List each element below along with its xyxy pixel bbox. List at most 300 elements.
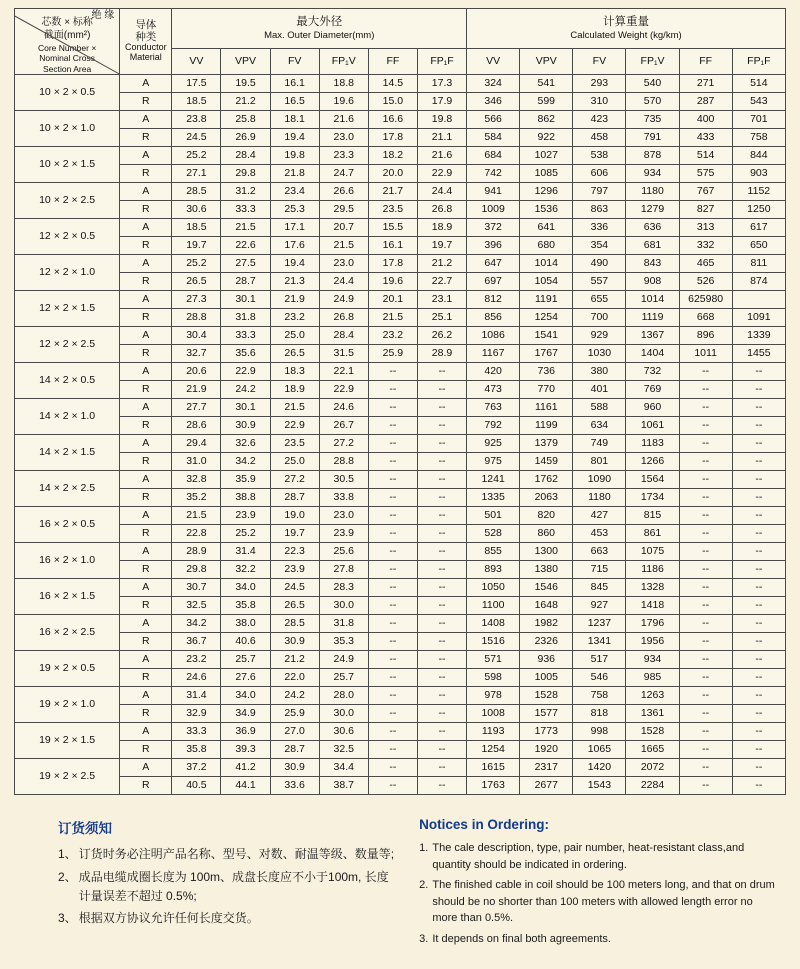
row-cell: 29.8 xyxy=(172,561,221,579)
header-col-vv-w: VV xyxy=(467,49,520,75)
row-cell: 598 xyxy=(467,669,520,687)
row-conductor-material: R xyxy=(120,309,172,327)
row-cell: 998 xyxy=(573,723,626,741)
row-cell: 23.0 xyxy=(319,255,368,273)
row-conductor-material: A xyxy=(120,507,172,525)
row-cell: 2326 xyxy=(520,633,573,651)
row-cell: 1119 xyxy=(626,309,679,327)
notes-english xyxy=(405,817,780,951)
row-cell: 1254 xyxy=(520,309,573,327)
row-cell: 22.8 xyxy=(172,525,221,543)
header-diameter-cn: 最大外径 xyxy=(296,16,343,29)
row-cell: 38.0 xyxy=(221,615,270,633)
row-cell: 21.5 xyxy=(270,399,319,417)
row-cell: 28.6 xyxy=(172,417,221,435)
row-cell: 32.9 xyxy=(172,705,221,723)
row-cell: 1161 xyxy=(520,399,573,417)
table-row xyxy=(15,93,786,111)
row-conductor-material: R xyxy=(120,273,172,291)
row-conductor-material: R xyxy=(120,129,172,147)
row-cell: 25.0 xyxy=(270,327,319,345)
row-cell: 21.8 xyxy=(270,165,319,183)
row-cell: 855 xyxy=(467,543,520,561)
notes-section xyxy=(20,817,780,951)
row-cell: -- xyxy=(679,507,732,525)
row-cell: 18.8 xyxy=(319,75,368,93)
row-cell: 31.4 xyxy=(172,687,221,705)
row-cell: 811 xyxy=(732,255,785,273)
row-cell: 44.1 xyxy=(221,777,270,795)
table-row xyxy=(15,237,786,255)
header-core-en-line1: Core Number × xyxy=(37,42,97,53)
row-cell: 423 xyxy=(573,111,626,129)
row-cell: 732 xyxy=(626,363,679,381)
row-cell: 30.6 xyxy=(319,723,368,741)
row-cell: 20.1 xyxy=(368,291,417,309)
row-cell: 15.5 xyxy=(368,219,417,237)
row-cell: 2317 xyxy=(520,759,573,777)
row-cell: 617 xyxy=(732,219,785,237)
row-cell: 27.1 xyxy=(172,165,221,183)
row-cell: 25.1 xyxy=(417,309,466,327)
notes-cn-title: 订货须知 xyxy=(58,821,112,837)
header-calculated-weight xyxy=(467,9,786,49)
row-cell: 28.5 xyxy=(172,183,221,201)
row-cell: 28.9 xyxy=(417,345,466,363)
row-cell: -- xyxy=(679,651,732,669)
table-row xyxy=(15,543,786,561)
row-cell: 31.0 xyxy=(172,453,221,471)
row-cell: 1734 xyxy=(626,489,679,507)
row-cell: 903 xyxy=(732,165,785,183)
row-cell: 16.1 xyxy=(270,75,319,93)
row-cell: -- xyxy=(679,741,732,759)
row-cell: 30.7 xyxy=(172,579,221,597)
row-cell: 28.0 xyxy=(319,687,368,705)
row-cell: 30.9 xyxy=(221,417,270,435)
row-cell: 41.2 xyxy=(221,759,270,777)
row-cell: 1100 xyxy=(467,597,520,615)
row-cell: -- xyxy=(732,543,785,561)
row-cell: 24.2 xyxy=(270,687,319,705)
row-cell: 1615 xyxy=(467,759,520,777)
row-cell: -- xyxy=(368,489,417,507)
row-conductor-material: R xyxy=(120,669,172,687)
row-cell: 818 xyxy=(573,705,626,723)
row-cell: 1418 xyxy=(626,597,679,615)
header-core-number xyxy=(15,9,120,75)
row-cell: 17.8 xyxy=(368,129,417,147)
row-cell: -- xyxy=(732,471,785,489)
row-cell: 20.6 xyxy=(172,363,221,381)
row-cell: 18.9 xyxy=(417,219,466,237)
row-cell: 30.0 xyxy=(319,705,368,723)
row-cell: 30.5 xyxy=(319,471,368,489)
row-cell: 22.6 xyxy=(221,237,270,255)
row-cell: 23.9 xyxy=(319,525,368,543)
note-number: 2. xyxy=(419,879,429,892)
table-row xyxy=(15,147,786,165)
row-cell: 310 xyxy=(573,93,626,111)
row-cell: -- xyxy=(368,543,417,561)
table-row xyxy=(15,597,786,615)
row-cell: 566 xyxy=(467,111,520,129)
row-cell: 21.5 xyxy=(319,237,368,255)
row-cell: 26.9 xyxy=(221,129,270,147)
row-cell: 24.9 xyxy=(319,291,368,309)
row-cell: 17.3 xyxy=(417,75,466,93)
row-conductor-material: A xyxy=(120,435,172,453)
row-cell: 647 xyxy=(467,255,520,273)
row-cell: 1773 xyxy=(520,723,573,741)
row-cell: 24.9 xyxy=(319,651,368,669)
row-cell: 21.9 xyxy=(270,291,319,309)
row-cell: 16.1 xyxy=(368,237,417,255)
row-cell: -- xyxy=(417,471,466,489)
row-cell: -- xyxy=(732,597,785,615)
row-cell: 526 xyxy=(679,273,732,291)
row-cell: -- xyxy=(732,687,785,705)
row-cell: -- xyxy=(417,489,466,507)
row-cell: -- xyxy=(679,525,732,543)
row-cell: 1335 xyxy=(467,489,520,507)
row-cell: 538 xyxy=(573,147,626,165)
row-cell: 735 xyxy=(626,111,679,129)
row-cell: 15.0 xyxy=(368,93,417,111)
row-cell: -- xyxy=(368,687,417,705)
header-col-fp1v-d: FP₁V xyxy=(319,49,368,75)
row-cell: 1091 xyxy=(732,309,785,327)
row-cell: 33.3 xyxy=(221,201,270,219)
note-text: It depends on final both agreements. xyxy=(432,932,611,945)
row-cell: 35.8 xyxy=(172,741,221,759)
row-cell: 896 xyxy=(679,327,732,345)
row-cell: -- xyxy=(368,471,417,489)
row-cell: 24.5 xyxy=(172,129,221,147)
row-cell: 26.5 xyxy=(270,597,319,615)
row-cell: 1250 xyxy=(732,201,785,219)
row-cell: 372 xyxy=(467,219,520,237)
row-cell: -- xyxy=(679,723,732,741)
note-text: 订货时务必注明产品名称、型号、对数、耐温等级、数量等; xyxy=(78,847,395,862)
header-conductor-cn-line1: 导体 xyxy=(135,19,157,32)
row-conductor-material: A xyxy=(120,327,172,345)
row-cell: -- xyxy=(679,453,732,471)
row-size-label: 16 × 2 × 1.5 xyxy=(15,579,120,615)
row-cell: 546 xyxy=(573,669,626,687)
row-cell: 20.0 xyxy=(368,165,417,183)
row-cell: 1528 xyxy=(626,723,679,741)
row-cell: 21.7 xyxy=(368,183,417,201)
row-cell: 501 xyxy=(467,507,520,525)
row-conductor-material: A xyxy=(120,471,172,489)
row-cell: -- xyxy=(417,525,466,543)
row-cell: 769 xyxy=(626,381,679,399)
row-cell: 681 xyxy=(626,237,679,255)
row-cell: 18.5 xyxy=(172,219,221,237)
table-row xyxy=(15,579,786,597)
row-cell: 19.6 xyxy=(319,93,368,111)
row-cell: 1541 xyxy=(520,327,573,345)
row-cell: 27.6 xyxy=(221,669,270,687)
row-conductor-material: A xyxy=(120,147,172,165)
row-cell: 26.8 xyxy=(417,201,466,219)
row-cell: 21.6 xyxy=(319,111,368,129)
row-cell: 28.8 xyxy=(172,309,221,327)
row-cell: 634 xyxy=(573,417,626,435)
row-cell: 17.9 xyxy=(417,93,466,111)
row-cell: 1065 xyxy=(573,741,626,759)
row-cell: 30.9 xyxy=(270,633,319,651)
row-cell: -- xyxy=(732,777,785,795)
table-row xyxy=(15,327,786,345)
row-cell: 934 xyxy=(626,165,679,183)
row-cell: 792 xyxy=(467,417,520,435)
header-diameter-en: Max. Outer Diameter(mm) xyxy=(264,29,375,41)
row-conductor-material: R xyxy=(120,489,172,507)
row-cell: 820 xyxy=(520,507,573,525)
row-cell: 697 xyxy=(467,273,520,291)
row-cell: 1404 xyxy=(626,345,679,363)
row-cell: 929 xyxy=(573,327,626,345)
row-cell: -- xyxy=(417,597,466,615)
row-cell: 1152 xyxy=(732,183,785,201)
header-max-outer-diameter xyxy=(172,9,467,49)
table-row xyxy=(15,201,786,219)
row-cell: -- xyxy=(368,507,417,525)
row-cell: 1300 xyxy=(520,543,573,561)
row-cell: 1459 xyxy=(520,453,573,471)
row-cell: 24.6 xyxy=(172,669,221,687)
row-size-label: 19 × 2 × 1.5 xyxy=(15,723,120,759)
row-conductor-material: R xyxy=(120,93,172,111)
table-row xyxy=(15,399,786,417)
row-cell: -- xyxy=(417,399,466,417)
row-cell: 25.6 xyxy=(319,543,368,561)
row-cell: -- xyxy=(368,759,417,777)
row-size-label: 10 × 2 × 1.5 xyxy=(15,147,120,183)
row-cell: 742 xyxy=(467,165,520,183)
row-cell: 36.9 xyxy=(221,723,270,741)
row-conductor-material: A xyxy=(120,291,172,309)
row-cell: 19.7 xyxy=(417,237,466,255)
table-row xyxy=(15,741,786,759)
row-cell: -- xyxy=(679,579,732,597)
table-row xyxy=(15,381,786,399)
row-cell: -- xyxy=(417,669,466,687)
row-cell: 22.1 xyxy=(319,363,368,381)
row-cell: 35.3 xyxy=(319,633,368,651)
row-cell: 22.9 xyxy=(417,165,466,183)
row-cell: 827 xyxy=(679,201,732,219)
row-cell: -- xyxy=(732,399,785,417)
row-conductor-material: R xyxy=(120,453,172,471)
row-cell: 17.6 xyxy=(270,237,319,255)
row-cell: -- xyxy=(732,615,785,633)
row-cell: 401 xyxy=(573,381,626,399)
table-row xyxy=(15,723,786,741)
row-cell: 19.6 xyxy=(368,273,417,291)
row-cell: -- xyxy=(368,615,417,633)
row-cell: -- xyxy=(368,741,417,759)
header-col-fp1v-w: FP₁V xyxy=(626,49,679,75)
row-cell: 25.2 xyxy=(172,147,221,165)
header-insulation-label: 绝 缘 xyxy=(91,10,115,21)
row-cell: 19.4 xyxy=(270,129,319,147)
row-cell: 1408 xyxy=(467,615,520,633)
row-cell: -- xyxy=(417,381,466,399)
row-cell: 17.5 xyxy=(172,75,221,93)
row-cell: 749 xyxy=(573,435,626,453)
row-cell: 1180 xyxy=(573,489,626,507)
row-cell: -- xyxy=(679,543,732,561)
row-size-label: 19 × 2 × 2.5 xyxy=(15,759,120,795)
row-cell: -- xyxy=(368,435,417,453)
row-cell: 1796 xyxy=(626,615,679,633)
row-cell: -- xyxy=(417,777,466,795)
row-cell: 20.7 xyxy=(319,219,368,237)
row-conductor-material: R xyxy=(120,237,172,255)
row-cell: 684 xyxy=(467,147,520,165)
row-cell: 23.4 xyxy=(270,183,319,201)
specification-table xyxy=(14,8,786,795)
row-cell: 35.8 xyxy=(221,597,270,615)
row-cell: -- xyxy=(679,417,732,435)
row-cell: -- xyxy=(679,381,732,399)
row-cell: 34.2 xyxy=(172,615,221,633)
row-cell: -- xyxy=(417,363,466,381)
row-cell: 1241 xyxy=(467,471,520,489)
table-row xyxy=(15,525,786,543)
row-cell: 1380 xyxy=(520,561,573,579)
row-cell: -- xyxy=(679,471,732,489)
table-row xyxy=(15,615,786,633)
header-conductor-en-line2: Material xyxy=(129,52,162,63)
row-cell: 293 xyxy=(573,75,626,93)
row-cell: 21.5 xyxy=(221,219,270,237)
row-cell: -- xyxy=(368,561,417,579)
row-cell: 287 xyxy=(679,93,732,111)
row-cell: 427 xyxy=(573,507,626,525)
row-cell: 33.6 xyxy=(270,777,319,795)
row-cell: -- xyxy=(679,399,732,417)
row-conductor-material: A xyxy=(120,111,172,129)
row-cell: -- xyxy=(732,525,785,543)
note-number: 3. xyxy=(419,932,429,945)
notes-chinese xyxy=(20,817,395,951)
row-cell: 346 xyxy=(467,93,520,111)
row-cell: 33.8 xyxy=(319,489,368,507)
table-row xyxy=(15,561,786,579)
row-cell: 433 xyxy=(679,129,732,147)
row-cell: -- xyxy=(368,453,417,471)
row-size-label: 10 × 2 × 2.5 xyxy=(15,183,120,219)
row-cell: 473 xyxy=(467,381,520,399)
row-cell: 960 xyxy=(626,399,679,417)
row-cell: -- xyxy=(732,507,785,525)
row-cell: 700 xyxy=(573,309,626,327)
row-cell: 26.7 xyxy=(319,417,368,435)
row-cell: 400 xyxy=(679,111,732,129)
row-cell: 21.2 xyxy=(221,93,270,111)
row-cell: -- xyxy=(679,561,732,579)
row-cell: 29.4 xyxy=(172,435,221,453)
row-cell: 32.6 xyxy=(221,435,270,453)
row-cell: 758 xyxy=(573,687,626,705)
row-conductor-material: A xyxy=(120,615,172,633)
note-text: The finished cable in coil should be 100 meters long, and that on drum should be no shorter than 100 meters with allowed length error no more than 0.5%. xyxy=(432,879,775,925)
row-cell: 28.5 xyxy=(270,615,319,633)
row-cell: 34.2 xyxy=(221,453,270,471)
row-cell: 934 xyxy=(626,651,679,669)
table-row xyxy=(15,759,786,777)
row-cell: 893 xyxy=(467,561,520,579)
row-cell: -- xyxy=(732,417,785,435)
row-cell: -- xyxy=(417,651,466,669)
row-cell: 1367 xyxy=(626,327,679,345)
row-cell: 336 xyxy=(573,219,626,237)
header-col-vpv-d: VPV xyxy=(221,49,270,75)
row-cell xyxy=(732,291,785,309)
row-cell: 1767 xyxy=(520,345,573,363)
row-conductor-material: A xyxy=(120,183,172,201)
row-cell: 21.2 xyxy=(270,651,319,669)
row-cell: -- xyxy=(679,489,732,507)
row-cell: 1050 xyxy=(467,579,520,597)
row-cell: 1648 xyxy=(520,597,573,615)
row-cell: 23.2 xyxy=(172,651,221,669)
row-cell: -- xyxy=(417,561,466,579)
table-row xyxy=(15,129,786,147)
row-cell: -- xyxy=(368,363,417,381)
table-row xyxy=(15,111,786,129)
row-cell: -- xyxy=(368,669,417,687)
row-cell: 35.9 xyxy=(221,471,270,489)
table-row xyxy=(15,165,786,183)
table-row xyxy=(15,345,786,363)
row-cell: 797 xyxy=(573,183,626,201)
row-conductor-material: A xyxy=(120,759,172,777)
row-cell: 21.1 xyxy=(417,129,466,147)
header-conductor-en-line1: Conductor xyxy=(125,42,167,53)
row-cell: 31.4 xyxy=(221,543,270,561)
row-cell: 514 xyxy=(679,147,732,165)
row-cell: 770 xyxy=(520,381,573,399)
row-conductor-material: R xyxy=(120,777,172,795)
row-cell: 21.2 xyxy=(417,255,466,273)
row-cell: 24.4 xyxy=(319,273,368,291)
row-cell: 1455 xyxy=(732,345,785,363)
row-cell: 1420 xyxy=(573,759,626,777)
row-cell: 636 xyxy=(626,219,679,237)
row-conductor-material: A xyxy=(120,579,172,597)
row-cell: 14.5 xyxy=(368,75,417,93)
row-cell: 30.4 xyxy=(172,327,221,345)
row-conductor-material: A xyxy=(120,363,172,381)
row-cell: 32.5 xyxy=(319,741,368,759)
row-conductor-material: R xyxy=(120,417,172,435)
row-conductor-material: A xyxy=(120,75,172,93)
row-conductor-material: R xyxy=(120,741,172,759)
table-row xyxy=(15,417,786,435)
row-cell: -- xyxy=(368,381,417,399)
table-row xyxy=(15,255,786,273)
row-cell: 332 xyxy=(679,237,732,255)
row-cell: 1030 xyxy=(573,345,626,363)
row-cell: 874 xyxy=(732,273,785,291)
row-cell: 1011 xyxy=(679,345,732,363)
row-cell: 32.7 xyxy=(172,345,221,363)
